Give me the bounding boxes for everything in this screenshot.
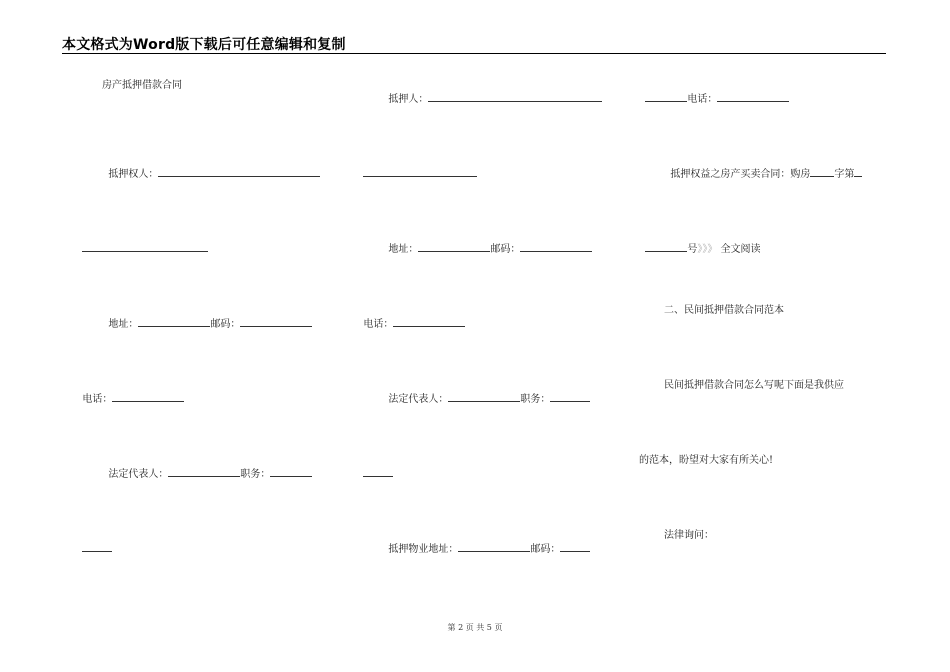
address-line: [382, 230, 592, 256]
blank-line: [357, 155, 477, 181]
number-suffix: 号: [687, 244, 698, 255]
mortgagee-blank: [158, 167, 320, 177]
address-line: [102, 305, 312, 331]
position-label: 职务：: [520, 394, 551, 405]
mortgagor-label: 抵押人：: [388, 94, 429, 105]
address-label: 地址：: [108, 319, 139, 330]
phone-blank: [112, 392, 184, 402]
legal-rep-blank: [448, 392, 520, 402]
phone-line: [357, 305, 465, 331]
address-blank: [418, 242, 490, 252]
postcode-blank: [240, 317, 312, 327]
blank-line: [357, 455, 393, 481]
phone-label: 电话：: [82, 394, 113, 405]
blank-line: [76, 530, 112, 556]
legal-rep-blank: [168, 467, 240, 477]
postcode-label: 邮码：: [530, 544, 561, 555]
read-full-link[interactable]: 全文阅读: [720, 244, 761, 255]
address-label: 地址：: [388, 244, 419, 255]
blank-line: [76, 230, 208, 256]
blank: [363, 167, 477, 177]
phone-label: 电话：: [363, 319, 394, 330]
header-rule: [62, 53, 886, 54]
postcode-label: 邮码：: [210, 319, 241, 330]
purchase-contract-line: [664, 155, 862, 181]
mortgagee-label: 抵押权人：: [108, 169, 159, 180]
paragraph-line: 的范本，盼望对大家有所关心!: [639, 455, 774, 466]
legal-rep-line: [102, 455, 312, 481]
phone-label: 电话：: [687, 94, 718, 105]
phone-blank: [717, 92, 789, 102]
position-label: 职务：: [240, 469, 271, 480]
address-blank: [138, 317, 210, 327]
legal-rep-label: 法定代表人：: [388, 394, 449, 405]
number-blank: [854, 167, 862, 177]
section-heading: 二、民间抵押借款合同范本: [664, 305, 784, 316]
blank: [645, 92, 687, 102]
contract-title: 房产抵押借款合同: [102, 80, 182, 91]
property-address-label: 抵押物业地址：: [388, 544, 459, 555]
phone-blank: [393, 317, 465, 327]
postcode-blank: [560, 542, 590, 552]
chevron-right-icon[interactable]: 》》》: [697, 244, 718, 255]
phone-line: [639, 80, 789, 106]
postcode-label: 邮码：: [490, 244, 521, 255]
mortgagor-line: [382, 80, 602, 106]
blank: [645, 242, 687, 252]
position-blank: [270, 467, 312, 477]
property-address-line: [382, 530, 590, 556]
page-number: 第 2 页 共 5 页: [447, 623, 503, 632]
word-no-label: 字第: [834, 169, 855, 180]
contract-number-blank: [810, 167, 834, 177]
blank: [363, 467, 393, 477]
blank: [82, 542, 112, 552]
legal-rep-line: [382, 380, 590, 406]
mortgagee-line: [102, 155, 320, 181]
page-header-title: 本文格式为Word版下载后可任意编辑和复制: [62, 37, 346, 53]
legal-consult-label: 法律询问：: [664, 530, 714, 541]
property-address-blank: [458, 542, 530, 552]
mortgagor-blank: [428, 92, 602, 102]
position-blank: [550, 392, 590, 402]
blank: [82, 242, 208, 252]
read-more-line: [639, 230, 761, 256]
postcode-blank: [520, 242, 592, 252]
legal-rep-label: 法定代表人：: [108, 469, 169, 480]
purchase-contract-text: 抵押权益之房产买卖合同：购房: [670, 169, 811, 180]
paragraph-line: 民间抵押借款合同怎么写呢下面是我供应: [664, 380, 844, 391]
phone-line: [76, 380, 184, 406]
